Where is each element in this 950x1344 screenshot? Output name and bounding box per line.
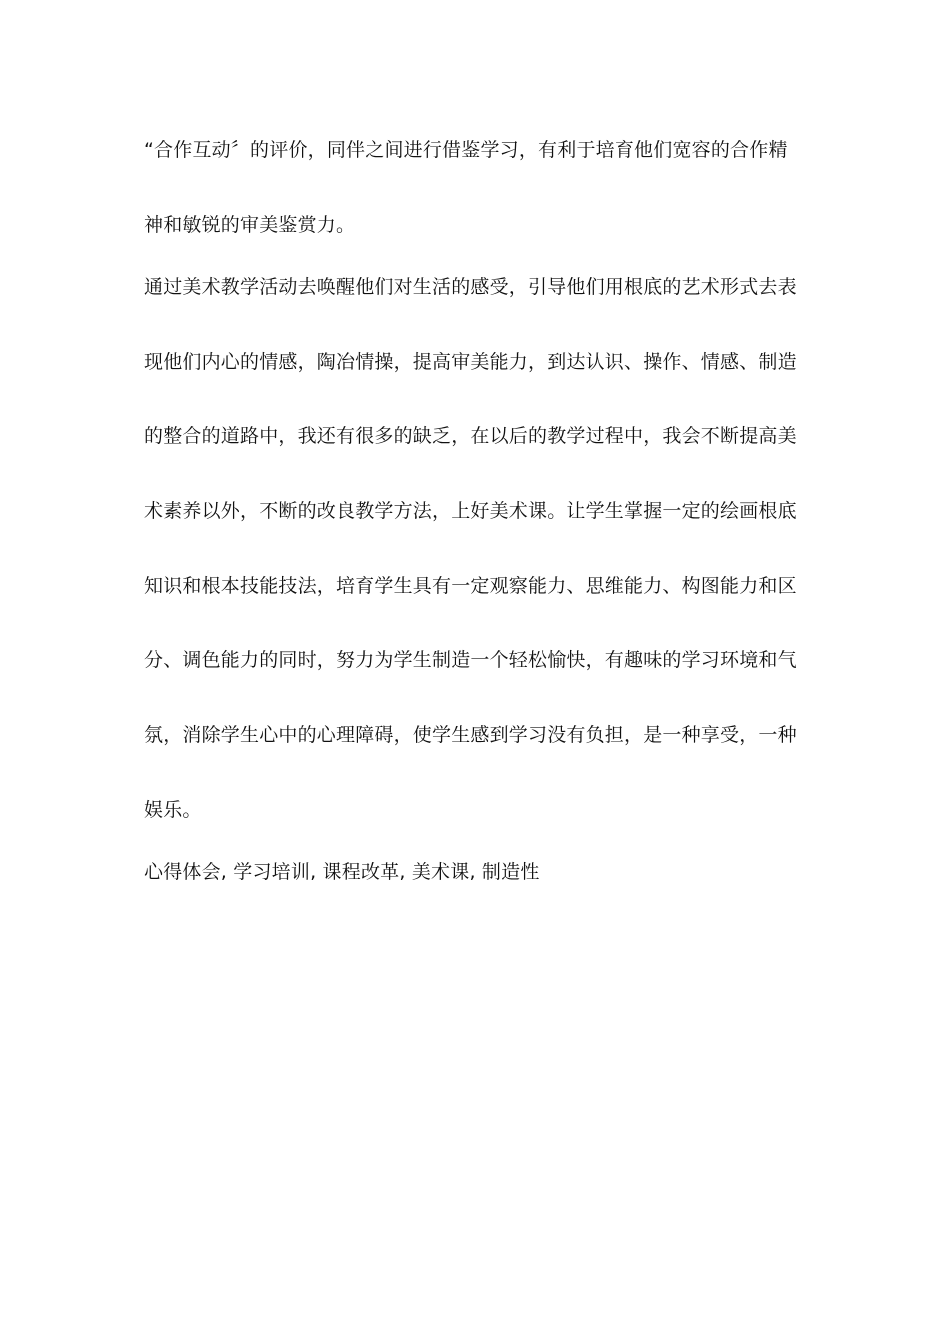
paragraph-2-line-6: 分、调色能力的同时，努力为学生制造一个轻松愉快，有趣味的学习环境和气: [144, 649, 797, 671]
paragraph-2-line-8: 娱乐。: [144, 799, 202, 821]
paragraph-2-line-5: 知识和根本技能技法，培育学生具有一定观察能力、思维能力、构图能力和区: [144, 575, 797, 597]
paragraph-2-line-2: 现他们内心的情感，陶冶情操，提高审美能力，到达认识、操作、情感、制造: [144, 351, 797, 373]
paragraph-2-line-1: 通过美术教学活动去唤醒他们对生活的感受，引导他们用根底的艺术形式去表: [144, 276, 797, 298]
paragraph-2-line-3: 的整合的道路中，我还有很多的缺乏，在以后的教学过程中，我会不断提高美: [144, 425, 797, 447]
paragraph-1-line-1: “合作互动〞的评价，同伴之间进行借鉴学习，有利于培育他们宽容的合作精: [144, 139, 788, 161]
paragraph-2-line-4: 术素养以外，不断的改良教学方法，上好美术课。让学生掌握一定的绘画根底: [144, 500, 797, 522]
paragraph-1-line-2: 神和敏锐的审美鉴赏力。: [144, 214, 356, 236]
paragraph-2-line-7: 氛，消除学生心中的心理障碍，使学生感到学习没有负担，是一种享受，一种: [144, 724, 797, 746]
tags-line: 心得体会, 学习培训, 课程改革, 美术课, 制造性: [144, 861, 540, 883]
